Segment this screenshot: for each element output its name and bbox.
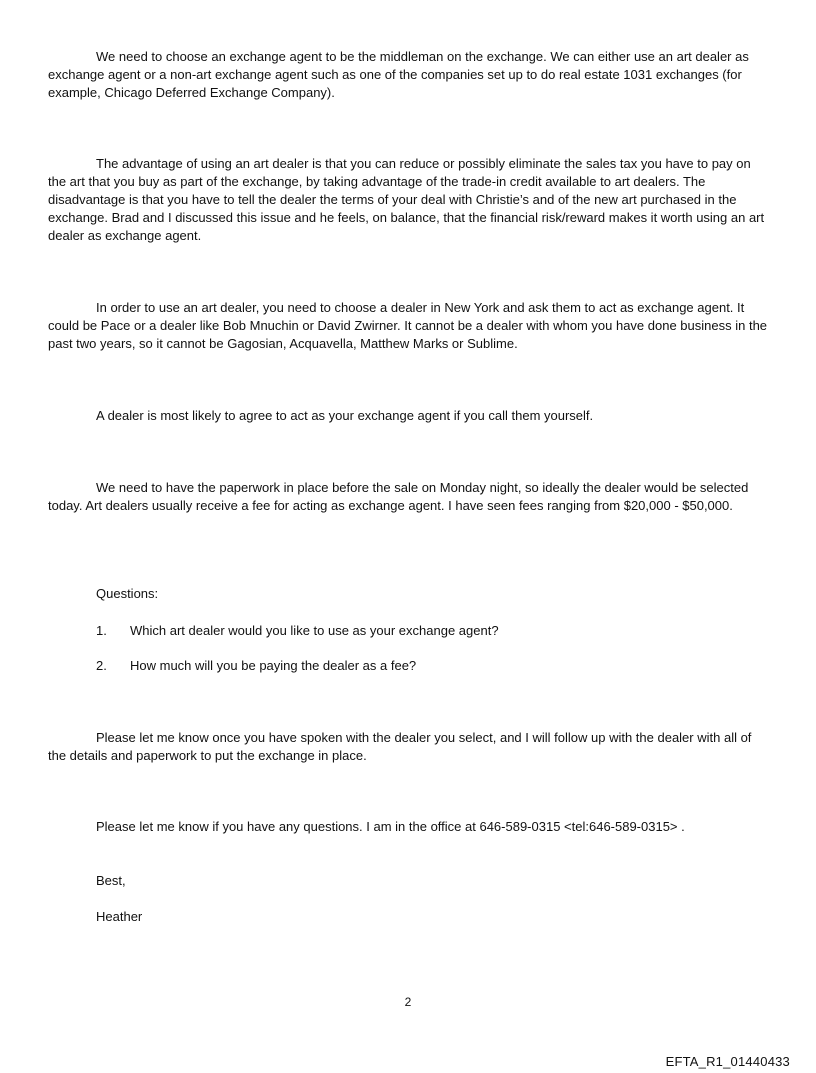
question-text: Which art dealer would you like to use as your exchange agent? <box>130 623 499 638</box>
paragraph-paperwork-timing: We need to have the paperwork in place before the sale on Monday night, so ideally the dealer would be selected today. Art dealers usually receive a fee for acting as exchange agent. I have seen fees ranging from $20,000 - $50,000. <box>48 480 749 513</box>
question-number: 1. <box>96 623 107 638</box>
paragraph-follow-up: Please let me know once you have spoken with the dealer you select, and I will follow up with the dealer with all of the details and paperwork to put the exchange in place. <box>48 730 752 763</box>
page-number: 2 <box>404 995 412 1009</box>
paragraph-exchange-agent-choice: We need to choose an exchange agent to be the middleman on the exchange. We can either use an art dealer as exchange agent or a non-art exchange agent such as one of the companies set up to do real estate 1031 exchanges (for example, Chicago Deferred Exchange Company). <box>48 49 749 100</box>
bates-stamp: EFTA_R1_01440433 <box>665 1054 790 1069</box>
question-text: How much will you be paying the dealer as a fee? <box>130 658 417 673</box>
paragraph-art-dealer-advantage: The advantage of using an art dealer is that you can reduce or possibly eliminate the sales tax you have to pay on the art that you buy as part of the exchange, by taking advantage of the trade-in credit available to art dealers. The disadvantage is that you have to tell the dealer the terms of your deal with Christie’s and of the new art purchased in the exchange. Brad and I discussed this issue and he feels, on balance, that the financial risk/reward makes it worth using an art dealer as exchange agent. <box>48 156 765 243</box>
questions-heading: Questions: <box>96 586 159 601</box>
paragraph-choose-dealer: In order to use an art dealer, you need to choose a dealer in New York and ask them to act as exchange agent. It could be Pace or a dealer like Bob Mnuchin or David Zwirner. It cannot be a dealer with whom you have done business in the past two years, so it cannot be Gagosian, Acquavella, Matthew Marks or Sublime. <box>48 300 768 351</box>
paragraph-call-dealer: A dealer is most likely to agree to act as your exchange agent if you call them yourself. <box>96 408 594 423</box>
paragraph-contact: Please let me know if you have any questions. I am in the office at 646-589-0315 <tel:646-589-0315> . <box>96 819 685 834</box>
closing-salutation: Best, <box>96 873 126 888</box>
signature: Heather <box>96 909 143 924</box>
question-number: 2. <box>96 658 107 673</box>
